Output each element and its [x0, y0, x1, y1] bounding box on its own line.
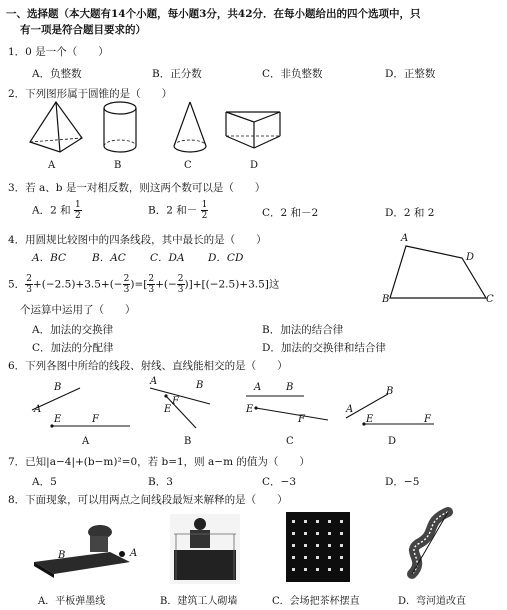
q4-quadrilateral	[386, 240, 496, 304]
q3-option-b[interactable]	[148, 200, 208, 221]
section-title: 一、选择题（本大题有14个小题，每小题3分，共42分．在每小题给出的四个选项中，只	[6, 8, 421, 20]
q6-stem: 6．下列各图中所给的线段、射线、直线能相交的是（ ）	[8, 360, 288, 372]
q8-photo-point-a: A	[130, 548, 138, 559]
frac	[147, 274, 155, 295]
numerator: 2	[26, 274, 32, 284]
q6c-point-f: F	[298, 414, 305, 425]
numerator: 1	[201, 200, 208, 210]
q6c-point-a: A	[254, 382, 262, 393]
q3-option-b-fraction	[201, 200, 209, 221]
frac	[177, 274, 185, 295]
q8-photo-river[interactable]	[404, 508, 470, 584]
q4-point-c: C	[486, 294, 494, 305]
q6-label-d: D	[388, 436, 397, 447]
q5-option-b[interactable]: B．加法的结合律	[262, 324, 344, 336]
q6c-point-e: E	[246, 404, 254, 415]
q7-option-a[interactable]: A．5	[32, 476, 57, 488]
q2-stem: 2．下列图形属于圆锥的是（ ）	[8, 88, 173, 100]
q2-figure-prism[interactable]	[224, 108, 284, 154]
q2-label-c: C	[184, 160, 192, 171]
q6b-point-b: B	[196, 380, 204, 391]
q2-figure-cone[interactable]	[170, 100, 210, 156]
q6-figure-a[interactable]	[30, 384, 140, 430]
q1-option-d[interactable]: D．正整数	[385, 68, 436, 80]
q6-label-b: B	[184, 436, 192, 447]
denominator: 3	[123, 285, 130, 295]
q3-option-a-fraction	[74, 200, 82, 221]
q6b-point-a: A	[150, 376, 158, 387]
q4-point-b: B	[382, 294, 390, 305]
q6b-point-e: E	[164, 404, 172, 415]
q5-expression	[8, 274, 279, 295]
q4-option-d[interactable]: D．CD	[208, 252, 244, 264]
q7-option-b[interactable]: B．3	[148, 476, 173, 488]
q3-option-c[interactable]: C．2 和－2	[262, 207, 319, 219]
q5-expr-plus: +(−	[155, 278, 177, 291]
q1-stem: 1．0 是一个（ ）	[8, 46, 109, 58]
q6a-point-b: B	[54, 382, 62, 393]
q2-label-b: B	[114, 160, 122, 171]
numerator: 2	[148, 274, 155, 284]
q4-option-a[interactable]: A．BC	[32, 252, 67, 264]
q6a-point-e: E	[54, 414, 62, 425]
q8-photo-ink-line[interactable]	[30, 516, 134, 580]
q8-caption-a[interactable]: A．平板弹墨线	[38, 596, 106, 607]
frac	[25, 274, 33, 295]
numerator: 2	[177, 274, 184, 284]
numerator: 1	[74, 200, 81, 210]
q4-point-a: A	[401, 233, 409, 244]
q7-stem: 7．已知|a−4|+(b−m)²=0，若 b=1，则 a−m 的值为（ ）	[8, 456, 310, 468]
q8-caption-c[interactable]: C．会场把茶杯摆直	[272, 596, 360, 607]
q6a-point-a: A	[34, 404, 42, 415]
q5-option-d[interactable]: D．加法的交换律和结合律	[262, 342, 386, 354]
denominator: 3	[26, 285, 32, 295]
q6-label-a: A	[82, 436, 90, 447]
q1-option-a[interactable]: A．负整数	[32, 68, 82, 80]
q6d-point-e: E	[366, 414, 374, 425]
q8-caption-b[interactable]: B．建筑工人砌墙	[160, 596, 238, 607]
q2-label-a: A	[48, 160, 56, 171]
numerator: 2	[123, 274, 130, 284]
denominator: 3	[177, 285, 184, 295]
q3-option-a-text: A．2 和	[32, 204, 71, 217]
q8-photo-point-b: B	[58, 550, 66, 561]
q8-photo-bricklayer[interactable]	[170, 514, 240, 584]
q8-stem: 8．下面现象，可以用两点之间线段最短来解释的是（ ）	[8, 494, 288, 506]
section-title-cont: 有一项是符合题目要求的）	[20, 24, 146, 36]
q4-point-d: D	[466, 252, 475, 263]
q6-label-c: C	[286, 436, 294, 447]
denominator: 3	[148, 285, 155, 295]
q4-option-c[interactable]: C．DA	[150, 252, 185, 264]
q1-option-c[interactable]: C．非负整数	[262, 68, 323, 80]
denominator: 2	[201, 211, 208, 221]
q1-option-b[interactable]: B．正分数	[152, 68, 202, 80]
q5-stem-2: 个运算中运用了（ ）	[20, 304, 136, 316]
q7-option-d[interactable]: D．−5	[385, 476, 420, 488]
q6d-point-b: B	[386, 386, 394, 397]
q4-option-b[interactable]: B．AC	[92, 252, 126, 264]
q2-figure-pyramid[interactable]	[26, 100, 86, 156]
q6b-point-f: F	[172, 396, 179, 407]
q3-option-b-text: B．2 和－	[148, 204, 198, 217]
q3-option-a[interactable]	[32, 200, 82, 221]
q5-expr-eq: )=[	[130, 278, 148, 291]
q5-expr-tail: )]+[(−2.5)+3.5]这	[184, 278, 280, 291]
denominator: 2	[74, 211, 81, 221]
q3-option-d[interactable]: D．2 和 2	[385, 207, 435, 219]
q8-caption-d[interactable]: D．弯河道改直	[398, 596, 467, 607]
q6d-point-f: F	[424, 414, 431, 425]
q7-option-c[interactable]: C．−3	[262, 476, 297, 488]
q5-option-c[interactable]: C．加法的分配律	[32, 342, 114, 354]
q2-label-d: D	[250, 160, 259, 171]
q3-stem: 3．若 a、b 是一对相反数，则这两个数可以是（ ）	[8, 182, 266, 194]
q8-photo-teacups[interactable]	[286, 512, 350, 582]
q4-stem: 4．用圆规比较图中的四条线段，其中最长的是（ ）	[8, 234, 267, 246]
q2-figure-cylinder[interactable]	[102, 100, 142, 156]
q6d-point-a: A	[346, 404, 354, 415]
q5-num: 5．	[8, 278, 26, 291]
q5-expr-mid: +(−2.5)+3.5+(−	[32, 278, 123, 291]
q5-option-a[interactable]: A．加法的交换律	[32, 324, 114, 336]
q6-figure-b[interactable]	[146, 384, 226, 430]
q6c-point-b: B	[286, 382, 294, 393]
q6a-point-f: F	[92, 414, 99, 425]
